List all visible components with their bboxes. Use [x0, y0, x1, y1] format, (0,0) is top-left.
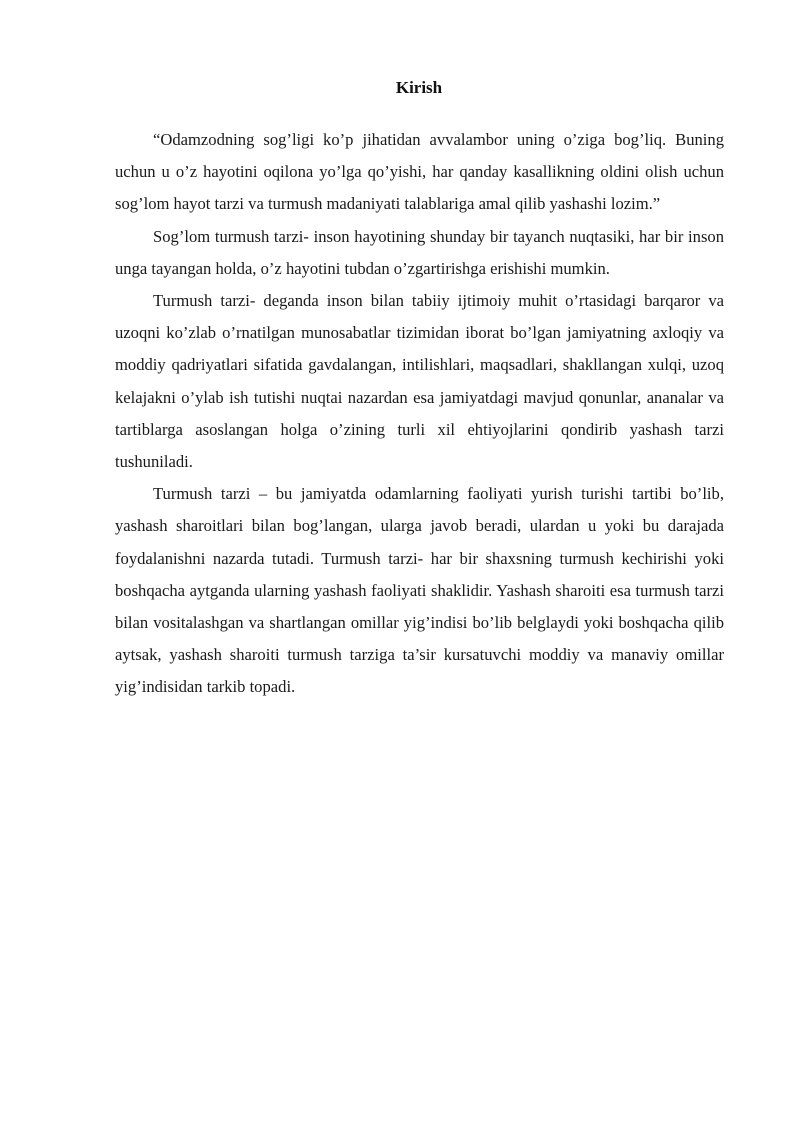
paragraph-healthy-lifestyle: Sog’lom turmush tarzi- inson hayotining shunday bir tayanch nuqtasiki, har bir inson unga tayangan holda, o’z hayotini tubdan o’zgartirishga erishishi mumkin.: [115, 226, 724, 278]
paragraph-quote: “Odamzodning sog’ligi ko’p jihatidan avvalambor uning o’ziga bog’liq. Buning uchun u o’z hayotini oqilona yo’lga qo’yishi, har qanday kasallikning oldini olish uchun sog’lom hayot tarzi va turmush madaniyati talablariga amal qilib yashashi lozim.”: [115, 130, 724, 214]
paragraph-living-conditions: Turmush tarzi – bu jamiyatda odamlarning faoliyati yurish turishi tartibi bo’lib, yashash sharoitlari bilan bog’langan, ularga javob beradi, ulardan u yoki bu darajada foydalanishni nazarda tutadi. Turmush tarzi- har bir shaxsning turmush kechirishi yoki boshqacha aytganda ularning yashash faoliyati shaklidir. Yashash sharoiti esa turmush tarzi bilan vositalashgan va shartlangan omillar yig’indisi bo’lib belglaydi yoki boshqacha qilib aytsak, yashash sharoiti turmush tarziga ta’sir kursatuvchi moddiy va manaviy omillar yig’indisidan tarkib topadi.: [115, 484, 724, 697]
page-title: Kirish: [395, 78, 443, 97]
paragraph-lifestyle-definition: Turmush tarzi- deganda inson bilan tabiiy ijtimoiy muhit o’rtasidagi barqaror va uzoqni ko’zlab o’rnatilgan munosabatlar tizimidan iborat bo’lgan jamiyatning axloqiy va moddiy qadriyatlari sifatida gavdalangan, intilishlari, maqsadlari, shakllangan xulqi, uzoq kelajakni o’ylab ish tutishi nuqtai nazardan esa jamiyatdagi mavjud qonunlar, ananalar va tartiblarga asoslangan holga o’zining turli xil ehtiyojlarini qondirib yashash tarzi tushuniladi.: [115, 291, 724, 472]
document-body: [115, 124, 724, 704]
